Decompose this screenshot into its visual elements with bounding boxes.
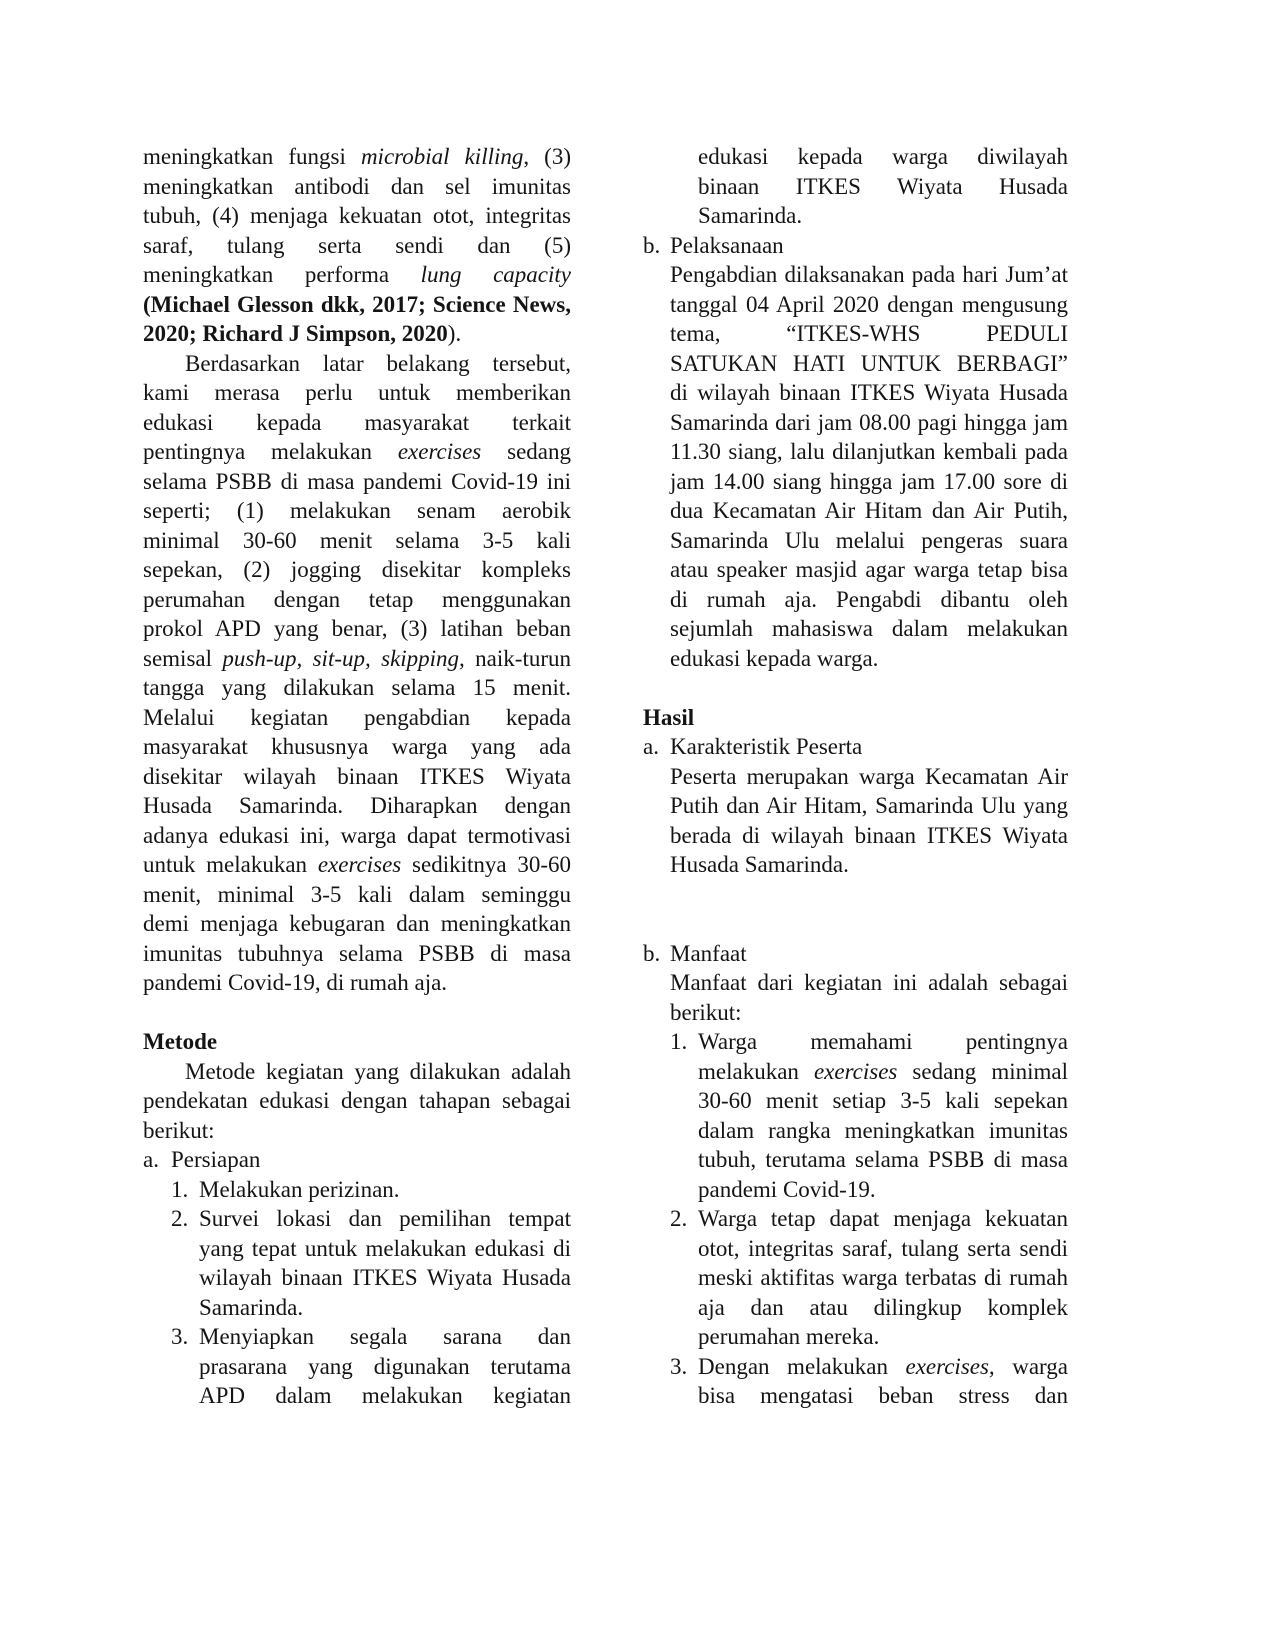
- text-line: seperti; (1) melakukan senam aerobik: [143, 498, 571, 523]
- text-line: Berdasarkan latar belakang tersebut,: [185, 350, 571, 376]
- text-line: Manfaat dari kegiatan ini adalah sebagai: [670, 970, 1068, 995]
- list-number: 3.: [670, 1353, 688, 1379]
- citation-line: [143, 319, 571, 349]
- text-line: perumahan dengan tetap menggunakan: [143, 586, 571, 612]
- sub-heading-label: Manfaat: [670, 940, 747, 966]
- list-item-line: [643, 1057, 1068, 1087]
- blank-line: [143, 998, 571, 1028]
- text-line: saraf, tulang serta sendi dan (5): [143, 232, 571, 258]
- list-item-line: edukasi kepada warga diwilayah: [698, 144, 1068, 169]
- citation-text: 2020; Richard J Simpson, 2020: [143, 321, 448, 346]
- text-line: imunitas tubuhnya selama PSBB di masa: [143, 940, 571, 966]
- text-line: sejumlah mahasiswa dalam melakukan: [670, 616, 1068, 641]
- italic-term: lung capacity: [420, 262, 571, 287]
- text-line: minimal 30-60 menit selama 3-5 kali: [143, 527, 571, 553]
- list-item-line: [643, 1204, 1068, 1234]
- list-item-line: [643, 1352, 1068, 1382]
- text-line: edukasi kepada warga.: [670, 645, 879, 671]
- list-item-line: 30-60 menit setiap 3-5 kali sepekan: [698, 1088, 1068, 1113]
- list-item-line: [143, 1204, 571, 1234]
- text-line: berada di wilayah binaan ITKES Wiyata: [670, 822, 1068, 848]
- list-number: 2.: [171, 1206, 189, 1231]
- blank-line: [643, 673, 1068, 703]
- text-line: adanya edukasi ini, warga dapat termotivasi: [143, 822, 571, 848]
- text-line: di wilayah binaan ITKES Wiyata Husada: [670, 380, 1068, 405]
- list-item-line: binaan ITKES Wiyata Husada: [698, 173, 1068, 199]
- text-run: naik-turun: [464, 645, 571, 671]
- text-line: menit, minimal 3-5 kali dalam seminggu: [143, 881, 571, 907]
- list-item-line: perumahan mereka.: [698, 1324, 880, 1349]
- blank-line: [643, 880, 1068, 910]
- list-item-line: [143, 1175, 571, 1205]
- text-run: pentingnya melakukan: [143, 439, 398, 464]
- list-item-line: APD dalam melakukan kegiatan: [199, 1383, 571, 1408]
- list-item-line: pandemi Covid-19.: [698, 1176, 876, 1202]
- sub-heading-label: Karakteristik Peserta: [670, 734, 863, 759]
- text-line: tubuh, (4) menjaga kekuatan otot, integritas: [143, 203, 571, 228]
- text-line: [143, 437, 571, 467]
- text-line: [143, 142, 571, 172]
- text-line: Peserta merupakan warga Kecamatan Air: [670, 763, 1068, 789]
- text-line: berikut:: [143, 1117, 215, 1143]
- text-run: Dengan melakukan: [698, 1353, 906, 1379]
- italic-term: exercises,: [905, 1353, 995, 1379]
- text-line: di rumah aja. Pengabdi dibantu oleh: [670, 586, 1068, 612]
- text-run: meningkatkan performa: [143, 262, 421, 287]
- text-line: Pengabdian dilaksanakan pada hari Jum’at: [670, 262, 1068, 287]
- text-run: untuk melakukan: [143, 852, 318, 877]
- text-run: ).: [447, 321, 462, 346]
- list-item-line: bisa mengatasi beban stress dan: [698, 1383, 1068, 1408]
- text-line: atau speaker masjid agar warga tetap bisa: [670, 557, 1068, 582]
- citation-text: (Michael Glesson dkk, 2017; Science News,: [143, 291, 571, 317]
- text-line: Putih dan Air Hitam, Samarinda Ulu yang: [670, 793, 1068, 818]
- blank-line: [643, 909, 1068, 939]
- text-run: Melakukan perizinan.: [199, 1176, 400, 1202]
- text-line: disekitar wilayah binaan ITKES Wiyata: [143, 763, 571, 789]
- sub-heading-persiapan: [143, 1145, 571, 1175]
- list-number: 1.: [670, 1029, 688, 1054]
- left-column: [143, 142, 571, 1411]
- text-line: edukasi kepada masyarakat terkait: [143, 409, 571, 435]
- text-line: berikut:: [670, 999, 742, 1025]
- text-line: pendekatan edukasi dengan tahapan sebagai: [143, 1088, 571, 1113]
- sub-heading-manfaat: [643, 939, 1068, 969]
- text-run: Menyiapkan segala sarana dan: [199, 1324, 571, 1349]
- list-marker: b.: [643, 232, 661, 258]
- text-line: [143, 850, 571, 880]
- text-run: sedang minimal: [897, 1058, 1069, 1084]
- list-item-line: meski aktifitas warga terbatas di rumah: [698, 1265, 1068, 1290]
- list-item-line: wilayah binaan ITKES Wiyata Husada: [199, 1265, 571, 1290]
- list-item-line: otot, integritas saraf, tulang serta sendi: [698, 1235, 1068, 1261]
- right-column: [643, 142, 1068, 1411]
- text-line: Husada Samarinda.: [670, 852, 849, 877]
- list-item-line: Samarinda.: [199, 1294, 304, 1320]
- text-line: Samarinda dari jam 08.00 pagi hingga jam: [670, 409, 1068, 435]
- text-line: Metode kegiatan yang dilakukan adalah: [185, 1058, 571, 1084]
- list-item-line: tubuh, terutama selama PSBB di masa: [698, 1147, 1068, 1172]
- text-line: 11.30 siang, lalu dilanjutkan kembali pada: [670, 439, 1068, 464]
- text-run: melakukan: [698, 1058, 814, 1084]
- list-marker: a.: [643, 734, 659, 759]
- sub-heading-karakteristik: [643, 732, 1068, 762]
- list-marker: b.: [643, 940, 661, 966]
- text-line: SATUKAN HATI UNTUK BERBAGI”: [670, 350, 1068, 376]
- italic-term: push-up, sit-up, skipping,: [222, 645, 465, 671]
- text-line: Melalui kegiatan pengabdian kepada: [143, 704, 571, 730]
- text-run: sedikitnya 30-60: [401, 852, 571, 877]
- text-line: [143, 644, 571, 674]
- list-item-line: [643, 1027, 1068, 1057]
- italic-term: exercises: [317, 852, 402, 877]
- italic-term: exercises: [397, 439, 482, 464]
- sub-heading-pelaksanaan: [643, 231, 1068, 261]
- list-item-line: prasarana yang digunakan terutama: [199, 1353, 571, 1379]
- list-item-line: dalam rangka meningkatkan imunitas: [698, 1117, 1068, 1143]
- list-number: 1.: [171, 1176, 189, 1202]
- text-run: semisal: [143, 645, 223, 671]
- text-line: tema, “ITKES-WHS PEDULI: [670, 321, 1068, 346]
- list-item-line: yang tepat untuk melakukan edukasi di: [199, 1235, 571, 1261]
- text-line: pandemi Covid-19, di rumah aja.: [143, 970, 448, 995]
- section-heading-hasil: Hasil: [643, 704, 695, 730]
- text-run: Survei lokasi dan pemilihan tempat: [199, 1206, 571, 1231]
- text-line: Husada Samarinda. Diharapkan dengan: [143, 793, 571, 818]
- citation-line: [143, 290, 571, 320]
- text-run: Warga memahami pentingnya: [698, 1029, 1068, 1054]
- text-line: jam 14.00 siang hingga jam 17.00 sore di: [670, 468, 1068, 494]
- text-line: [143, 260, 571, 290]
- text-line: sepekan, (2) jogging disekitar kompleks: [143, 557, 571, 582]
- text-run: warga: [994, 1353, 1068, 1379]
- text-line: tangga yang dilakukan selama 15 menit.: [143, 675, 571, 700]
- sub-heading-label: Pelaksanaan: [670, 232, 784, 258]
- list-number: 2.: [670, 1206, 688, 1231]
- text-line: kami merasa perlu untuk memberikan: [143, 380, 571, 405]
- list-item-line: [143, 1322, 571, 1352]
- text-line: Samarinda Ulu melalui pengeras suara: [670, 527, 1068, 553]
- list-item-line: Samarinda.: [698, 203, 803, 228]
- section-heading-metode: Metode: [143, 1029, 218, 1054]
- list-item-line: aja dan atau dilingkup komplek: [698, 1294, 1068, 1320]
- text-line: meningkatkan antibodi dan sel imunitas: [143, 173, 571, 199]
- text-line: tanggal 04 April 2020 dengan mengusung: [670, 291, 1068, 317]
- list-number: 3.: [171, 1324, 189, 1349]
- text-run: Warga tetap dapat menjaga kekuatan: [698, 1206, 1068, 1231]
- text-run: , (3): [523, 144, 571, 169]
- text-line: dua Kecamatan Air Hitam dan Air Putih,: [670, 498, 1068, 523]
- sub-heading-label: Persiapan: [171, 1147, 261, 1172]
- text-run: sedang: [481, 439, 571, 464]
- text-line: prokol APD yang benar, (3) latihan beban: [143, 616, 571, 641]
- text-run: meningkatkan fungsi: [143, 144, 361, 169]
- text-line: demi menjaga kebugaran dan meningkatkan: [143, 911, 571, 936]
- list-marker: a.: [143, 1147, 159, 1172]
- text-line: masyarakat khususnya warga yang ada: [143, 734, 571, 759]
- italic-term: exercises: [813, 1058, 898, 1084]
- text-line: selama PSBB di masa pandemi Covid-19 ini: [143, 468, 571, 494]
- italic-term: microbial killing: [360, 144, 524, 169]
